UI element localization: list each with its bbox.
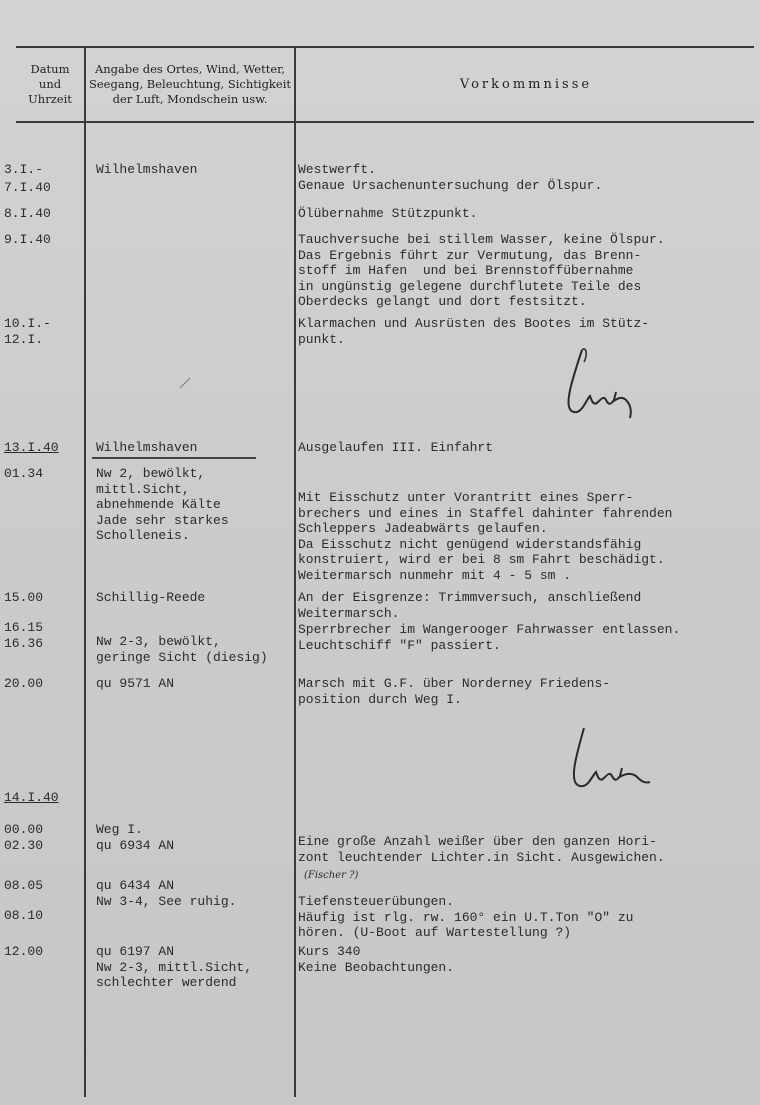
date-3-1: 3.I.- bbox=[4, 162, 44, 177]
weather-08-05: qu 6434 AN Nw 3-4, See ruhig. bbox=[96, 878, 237, 909]
event-ausgelaufen: Ausgelaufen III. Einfahrt bbox=[298, 440, 494, 455]
date-14-1-40: 14.I.40 bbox=[4, 790, 59, 805]
event-eisgrenze: An der Eisgrenze: Trimmversuch, anschließend Weitermarsch. bbox=[298, 590, 642, 621]
event-oeluebernahme: Ölübernahme Stützpunkt. bbox=[298, 206, 478, 221]
weather-01-34: Nw 2, bewölkt, mittl.Sicht, abnehmende Kälte Jade sehr starkes Scholleneis. bbox=[96, 466, 229, 544]
date-10-12-1: 10.I.- 12.I. bbox=[4, 316, 51, 347]
time-01-34: 01.34 bbox=[4, 466, 44, 481]
weather-12-00: qu 6197 AN Nw 2-3, mittl.Sicht, schlechter werdend bbox=[96, 944, 253, 991]
stray-pencil-mark bbox=[178, 376, 192, 390]
date-13-1-40: 13.I.40 bbox=[4, 440, 59, 455]
time-08-10: 08.10 bbox=[4, 908, 44, 923]
event-eisschutz: Mit Eisschutz unter Vorantritt eines Sperr- brechers und eines in Staffel dahinter fahrenden Schleppers Jadeabwärts gelaufen. Da Eisschutz nicht genügend widerstandsfähig konstruiert, wird er bei 8 sm Fahrt beschädigt. Weitermarsch nunmehr mit 4 - 5 sm . bbox=[298, 490, 673, 583]
event-tauchversuche: Tauchversuche bei stillem Wasser, keine Ölspur. Das Ergebnis führt zur Vermutung, das Brenn- stoff im Hafen und bei Brennstoffübernahme in ungünstig gelegene durchflutete Teile des Oberdecks gelangt und dort festsitzt. bbox=[298, 232, 665, 310]
signature-2 bbox=[560, 722, 680, 796]
event-oelspur: Genaue Ursachenuntersuchung der Ölspur. bbox=[298, 178, 603, 193]
event-lichter: Eine große Anzahl weißer über den ganzen Hori- zont leuchtender Lichter.in Sicht. Ausgewichen. bbox=[298, 834, 665, 865]
time-12-00: 12.00 bbox=[4, 944, 44, 959]
event-westwerft: Westwerft. bbox=[298, 162, 377, 177]
position-weg-qu-6934: Weg I. qu 6934 AN bbox=[96, 822, 175, 853]
header-events: Vorkommnisse bbox=[459, 77, 593, 92]
date-7-1-40: 7.I.40 bbox=[4, 180, 51, 195]
event-sperrbrecher: Sperrbrecher im Wangerooger Fahrwasser entlassen. Leuchtschiff "F" passiert. bbox=[298, 622, 681, 653]
time-15-00: 15.00 bbox=[4, 590, 44, 605]
header-location: Angabe des Ortes, Wind, Wetter, Seegang, Beleuchtung, Sichtigkeit der Luft, Mondschein usw. bbox=[88, 62, 292, 106]
date-separator-13-1 bbox=[92, 457, 256, 459]
date-8-1-40: 8.I.40 bbox=[4, 206, 51, 221]
column-divider-1 bbox=[84, 47, 86, 1097]
top-rule bbox=[16, 46, 754, 48]
header-date: Datum und Uhrzeit bbox=[28, 62, 72, 106]
time-20-00: 20.00 bbox=[4, 676, 44, 691]
event-tiefensteuer: Tiefensteuerübungen. Häufig ist rlg. rw. 160° ein U.T.Ton "O" zu hören. (U-Boot auf Wartestellung ?) bbox=[298, 894, 634, 941]
position-qu-9571: qu 9571 AN bbox=[96, 676, 175, 691]
time-00-00-02-30: 00.00 02.30 bbox=[4, 822, 44, 853]
column-divider-2 bbox=[294, 47, 296, 1097]
place-wilhelmshaven-1: Wilhelmshaven bbox=[96, 162, 198, 177]
signature-1 bbox=[552, 340, 672, 420]
event-klarmachen: Klarmachen und Ausrüsten des Bootes im Stütz- punkt. bbox=[298, 316, 650, 347]
event-kurs-340: Kurs 340 Keine Beobachtungen. bbox=[298, 944, 455, 975]
header-rule bbox=[16, 121, 754, 123]
event-marsch: Marsch mit G.F. über Norderney Friedens- position durch Weg I. bbox=[298, 676, 611, 707]
weather-16-36: Nw 2-3, bewölkt, geringe Sicht (diesig) bbox=[96, 634, 268, 665]
time-16-15-16-36: 16.15 16.36 bbox=[4, 620, 44, 651]
handwritten-note-fischer: (Fischer ?) bbox=[304, 870, 359, 881]
place-wilhelmshaven-2: Wilhelmshaven bbox=[96, 440, 198, 455]
place-schillig-reede: Schillig-Reede bbox=[96, 590, 206, 605]
date-9-1-40: 9.I.40 bbox=[4, 232, 51, 247]
time-08-05: 08.05 bbox=[4, 878, 44, 893]
